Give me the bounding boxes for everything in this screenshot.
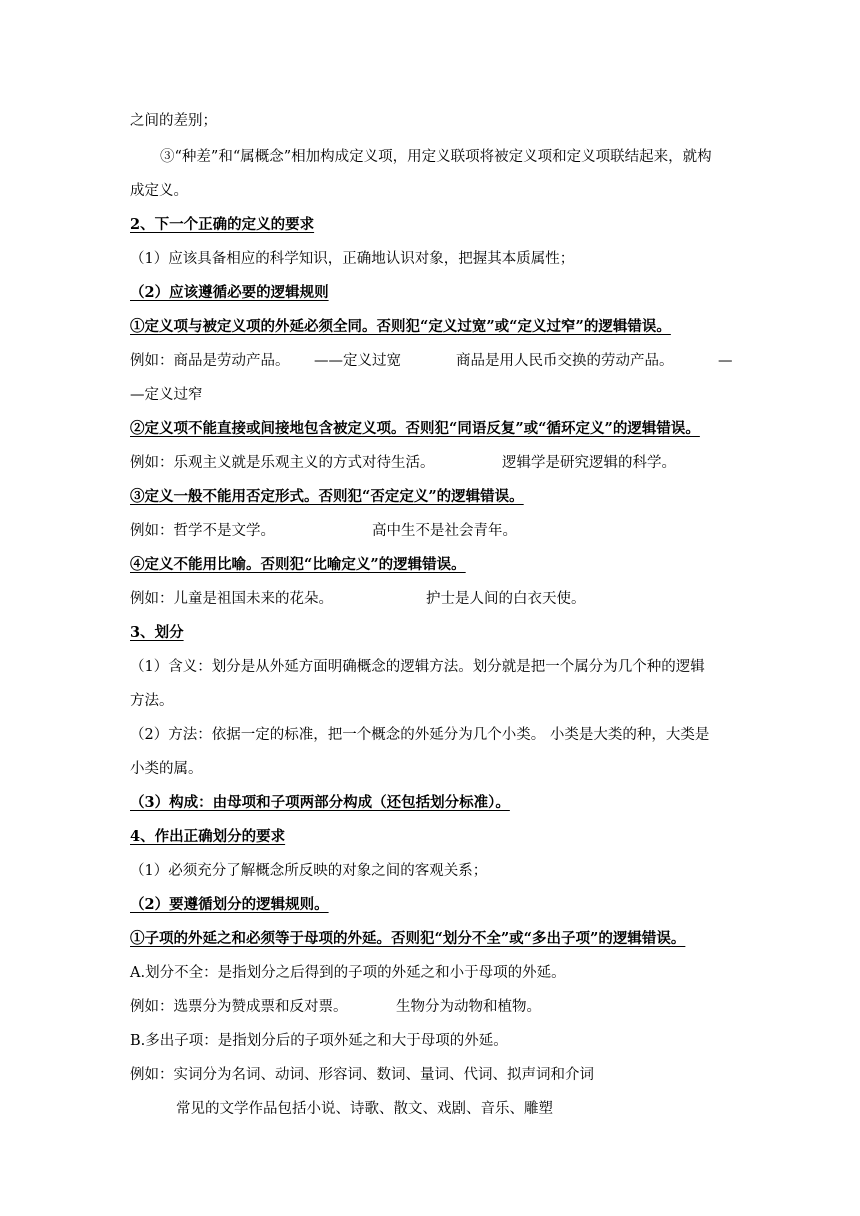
example-text: 常见的文学作品包括小说、诗歌、散文、戏剧、音乐、雕塑 [176, 1101, 553, 1117]
text-line: ③“种差”和“属概念”相加构成定义项，用定义联项将被定义项和定义项联结起来，就构 [160, 149, 712, 165]
subsection-heading: （2）要遵循划分的逻辑规则。 [130, 896, 329, 913]
text-line: （1）必须充分了解概念所反映的对象之间的客观关系； [130, 863, 488, 879]
text-line: （2）方法：依据一定的标准，把一个概念的外延分为几个小类。 小类是大类的种，大类是 [130, 727, 710, 743]
text-line: 成定义。 [130, 183, 188, 199]
text-line: （1）含义：划分是从外延方面明确概念的逻辑方法。划分就是把一个属分为几个种的逻辑 [130, 659, 705, 675]
rule-heading: ②定义项不能直接或间接地包含被定义项。否则犯“同语反复”或“循环定义”的逻辑错误。 [130, 420, 700, 437]
example-text: 例如：乐观主义就是乐观主义的方式对待生活。 [130, 455, 435, 471]
example-text: 逻辑学是研究逻辑的科学。 [502, 455, 676, 471]
example-line [130, 351, 290, 371]
example-note: —定义过窄 [130, 387, 203, 403]
example-text: 例如：商品是劳动产品。 [130, 353, 290, 369]
example-text: 例如：实词分为名词、动词、形容词、数词、量词、代词、拟声词和介词 [130, 1067, 594, 1083]
rule-heading: ①定义项与被定义项的外延必须全同。否则犯“定义过宽”或“定义过窄”的逻辑错误。 [130, 318, 671, 335]
subsection-heading: （2）应该遵循必要的逻辑规则 [130, 284, 329, 301]
example-note: — [718, 353, 733, 369]
text-line: 之间的差别； [130, 113, 217, 129]
example-note: ——定义过宽 [314, 353, 401, 369]
rule-heading: ③定义一般不能用否定形式。否则犯“否定定义”的逻辑错误。 [130, 488, 524, 505]
example-text: 商品是用人民币交换的劳动产品。 [456, 353, 674, 369]
example-text: 护士是人间的白衣天使。 [426, 591, 586, 607]
section-heading: 2、下一个正确的定义的要求 [130, 216, 315, 233]
rule-heading: ①子项的外延之和必须等于母项的外延。否则犯“划分不全”或“多出子项”的逻辑错误。 [130, 930, 686, 947]
subsection-heading: （3）构成：由母项和子项两部分构成（还包括划分标准）。 [130, 794, 510, 811]
section-heading: 4、作出正确划分的要求 [130, 828, 286, 845]
text-line: 方法。 [130, 693, 174, 709]
example-text: 高中生不是社会青年。 [372, 523, 517, 539]
text-line: A.划分不全：是指划分之后得到的子项的外延之和小于母项的外延。 [130, 965, 566, 981]
example-text: 例如：选票分为赞成票和反对票。 [130, 999, 348, 1015]
example-text: 例如：哲学不是文学。 [130, 523, 275, 539]
text-line: 小类的属。 [130, 761, 203, 777]
example-text: 生物分为动物和植物。 [396, 999, 541, 1015]
example-text: 例如：儿童是祖国未来的花朵。 [130, 591, 333, 607]
rule-heading: ④定义不能用比喻。否则犯“比喻定义”的逻辑错误。 [130, 556, 466, 573]
section-heading: 3、划分 [130, 624, 184, 641]
text-line: B.多出子项：是指划分后的子项外延之和大于母项的外延。 [130, 1033, 508, 1049]
text-line: （1）应该具备相应的科学知识，正确地认识对象，把握其本质属性； [130, 251, 575, 267]
